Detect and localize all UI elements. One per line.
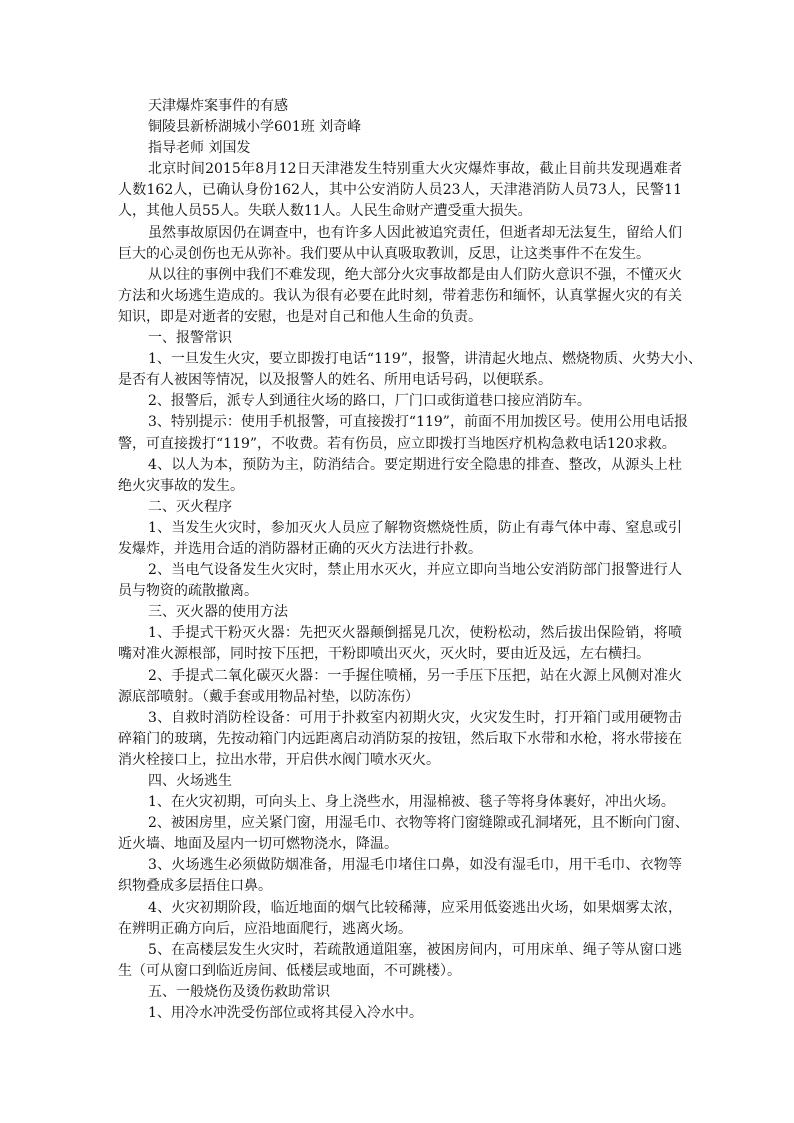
text-line: 北京时间2015年8月12日天津港发生特别重大火灾爆炸事故，截止目前共发现遇难者 — [148, 161, 682, 178]
text-line: 2、被困房里，应关紧门窗，用湿毛巾、衣物等将门窗缝隙或孔洞堵死，且不断向门窗、 — [148, 815, 689, 832]
text-line: 5、在高楼层发生火灾时，若疏散通道阻塞，被困房间内，可用床单、绳子等从窗口逃 — [148, 941, 682, 958]
text-line: 4、以人为本，预防为主，防消结合。要定期进行安全隐患的排查、整改，从源头上杜 — [148, 456, 682, 473]
text-line: 一、报警常识 — [148, 330, 232, 347]
text-line: 警，可直接拨打“119”，不收费。若有伤员，应立即拨打当地医疗机构急救电话120求救。 — [118, 435, 676, 452]
text-line: 从以往的事例中我们不难发现，绝大部分火灾事故都是由人们防火意识不强，不懂灭火 — [148, 266, 682, 283]
text-line: 3、特别提示：使用手机报警，可直接拨打“119”，前面不用加拨区号。使用公用电话报 — [148, 414, 688, 431]
text-line: 人数162人，已确认身份162人，其中公安消防人员23人，天津港消防人员73人，民警11 — [118, 182, 682, 199]
text-line: 1、手提式干粉灭火器：先把灭火器颠倒摇晃几次，使粉松动，然后拔出保险销，将喷 — [148, 625, 682, 642]
text-line: 近火墙、地面及屋内一切可燃物浇水，降温。 — [118, 836, 398, 853]
text-line: 消火栓接口上，拉出水带，开启供水阀门喷水灭火。 — [118, 751, 440, 768]
text-line: 1、当发生火灾时，参加灭火人员应了解物资燃烧性质，防止有毒气体中毒、窒息或引 — [148, 519, 682, 536]
text-line: 巨大的心灵创伤也无从弥补。我们要从中认真吸取教训，反思，让这类事件不在发生。 — [118, 245, 650, 262]
text-line: 二、灭火程序 — [148, 498, 232, 515]
text-line: 四、火场逃生 — [148, 773, 232, 789]
text-line: 2、报警后，派专人到通往火场的路口，厂门口或街道巷口接应消防车。 — [148, 393, 591, 410]
text-line: 4、火灾初期阶段，临近地面的烟气比较稀薄，应采用低姿逃出火场，如果烟雾太浓， — [148, 899, 682, 916]
text-line: 虽然事故原因仍在调查中，也有许多人因此被追究责任，但逝者却无法复生，留给人们 — [148, 224, 682, 241]
text-line: 三、灭火器的使用方法 — [148, 604, 288, 621]
text-line: 嘴对准火源根部，同时按下压把，干粉即喷出灭火，灭火时，要由近及远，左右横扫。 — [118, 646, 650, 663]
text-line: 1、用冷水冲洗受伤部位或将其侵入冷水中。 — [148, 1005, 423, 1022]
text-line: 方法和火场逃生造成的。我认为很有必要在此时刻，带着悲伤和缅怀，认真掌握火灾的有关 — [118, 287, 682, 304]
text-line: 2、当电气设备发生火灾时，禁止用水灭火，并应立即向当地公安消防部门报警进行人 — [148, 562, 682, 579]
text-line: 源底部喷射。（戴手套或用物品衬垫，以防冻伤） — [118, 688, 419, 705]
text-line: 发爆炸，并选用合适的消防器材正确的灭火方法进行扑救。 — [118, 540, 482, 557]
text-line: 2、手提式二氧化碳灭火器：一手握住喷桶，另一手压下压把，站在火源上风侧对准火 — [148, 667, 682, 684]
text-line: 绝火灾事故的发生。 — [118, 477, 244, 494]
text-line: 3、自救时消防栓设备：可用于扑救室内初期火灾，火灾发生时，打开箱门或用硬物击 — [148, 709, 682, 726]
text-line: 员与物资的疏散撤离。 — [118, 583, 258, 600]
text-line: 是否有人被困等情况，以及报警人的姓名、所用电话号码，以便联系。 — [118, 372, 552, 389]
text-line: 在辨明正确方向后，应沿地面爬行，逃离火场。 — [118, 920, 412, 937]
text-line: 碎箱门的玻璃，先按动箱门内远距离启动消防泵的按钮，然后取下水带和水枪，将水带接在 — [118, 730, 682, 747]
text-line: 1、一旦发生火灾，要立即拨打电话“119”，报警，讲清起火地点、燃烧物质、火势大小、 — [148, 351, 702, 368]
text-line: 人，其他人员55人。失联人数11人。人民生命财产遭受重大损失。 — [118, 203, 532, 220]
text-line: 知识，即是对逝者的安慰，也是对自己和他人生命的负责。 — [118, 308, 482, 325]
document-page — [118, 96, 702, 1024]
text-line: 1、在火灾初期，可向头上、身上浇些水，用湿棉被、毯子等将身体裹好，冲出火场。 — [148, 794, 675, 811]
text-line: 铜陵县新桥湖城小学601班 刘奇峰 — [148, 119, 362, 136]
text-line: 3、火场逃生必须做防烟准备，用湿毛巾堵住口鼻，如没有湿毛巾，用干毛巾、衣物等 — [148, 857, 682, 874]
text-line: 生（可从窗口到临近房间、低楼层或地面，不可跳楼）。 — [118, 962, 461, 979]
text-line: 指导老师 刘国发 — [148, 140, 251, 157]
text-line: 天津爆炸案事件的有感 — [148, 98, 288, 114]
text-line: 五、一般烧伤及烫伤救助常识 — [148, 983, 330, 1000]
text-line: 织物叠成多层捂住口鼻。 — [118, 878, 272, 895]
